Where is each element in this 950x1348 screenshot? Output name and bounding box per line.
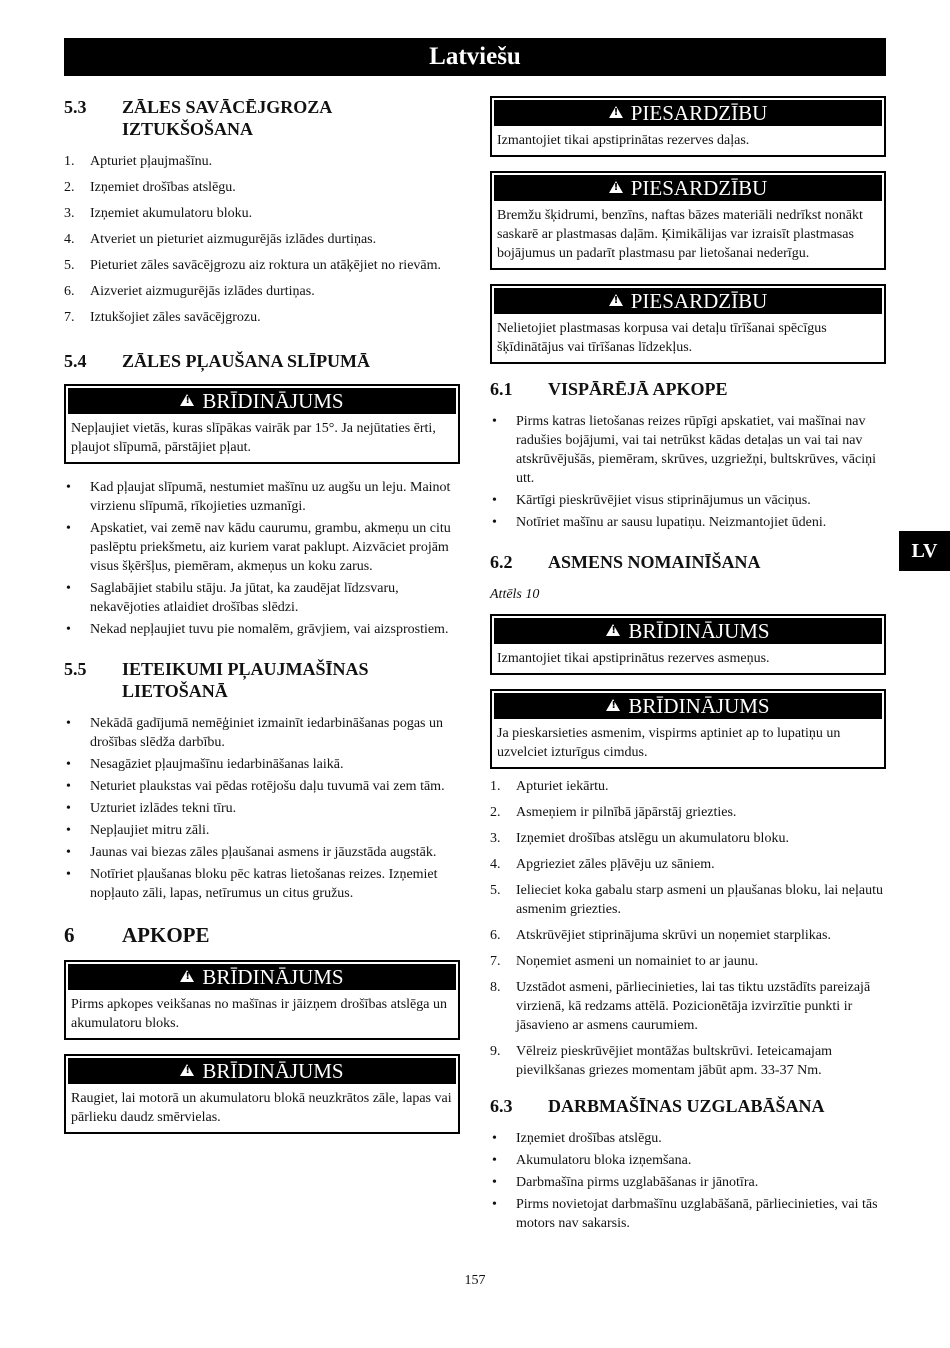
warning-box (490, 689, 886, 769)
list-item: • Uzturiet izlādes tekni tīru. (66, 801, 237, 816)
left-column (64, 96, 460, 1148)
list-item: • Jaunas vai biezas zāles pļaušanai asmens ir jāuzstāda augstāk. (66, 845, 437, 860)
warning-text: Ja pieskarsieties asmenim, vispirms aptiniet ap to lupatiņu un uzvelciet izturīgus cimdus. (497, 726, 841, 760)
right-column (490, 96, 886, 1236)
page-number: 157 (464, 1273, 486, 1288)
section-number: 6 (64, 923, 75, 947)
warning-text: Izmantojiet tikai apstiprinātus rezerves asmeņus. (497, 651, 770, 666)
section-number: 6.2 (490, 552, 513, 572)
list-item: • Nesagāziet pļaujmašīnu iedarbināšanas laikā. (66, 757, 344, 772)
section-5-5-bullets (64, 714, 460, 903)
warning-triangle-icon (606, 699, 620, 711)
section-6-1-bullets (490, 412, 886, 532)
list-item: • Nepļaujiet mitru zāli. (66, 823, 210, 838)
list-item: 6. Aizveriet aizmugurējās izlādes durtiņas. (64, 284, 315, 299)
warning-triangle-icon (609, 294, 623, 306)
list-item: 1. Apturiet iekārtu. (490, 779, 609, 794)
warning-box (64, 1054, 460, 1134)
list-item: 1. Apturiet pļaujmašīnu. (64, 154, 213, 169)
warning-triangle-icon (180, 970, 194, 982)
list-item: • Kad pļaujat slīpumā, nestumiet mašīnu uz augšu un leju. Mainot virzienu slīpumā, rīkojieties uzmanīgi. (66, 480, 451, 514)
section-title: ZĀLES SAVĀCĒJGROZA IZTUKŠOŠANA (122, 97, 332, 139)
list-item: • Saglabājiet stabilu stāju. Ja jūtat, ka zaudējat līdzsvaru, nekavējoties atlaidiet drošības slēdzi. (66, 581, 399, 615)
warning-header: !BRĪDINĀJUMS (494, 693, 882, 719)
caution-text: Izmantojiet tikai apstiprinātas rezerves daļas. (497, 133, 750, 148)
list-item: 4. Atveriet un pieturiet aizmugurējās izlādes durtiņas. (64, 232, 377, 247)
section-5-4-heading (64, 350, 460, 372)
section-6-2-steps (490, 777, 886, 1080)
list-item: • Neturiet plaukstas vai pēdas rotējošu daļu tuvumā vai zem tām. (66, 779, 445, 794)
caution-box (490, 171, 886, 270)
list-item: 2. Asmeņiem ir pilnībā jāpārstāj griezties. (490, 805, 737, 820)
list-item: 3. Izņemiet drošības atslēgu un akumulatoru bloku. (490, 831, 789, 846)
section-6-2-heading (490, 551, 886, 573)
list-item: • Nekādā gadījumā nemēģiniet izmainīt iedarbināšanas pogas un drošības slēdža darbību. (66, 716, 443, 750)
list-item: • Pirms novietojat darbmašīnu uzglabāšanā, pārliecinieties, vai tās motors nav sakarsis. (492, 1197, 878, 1231)
list-item: 9. Vēlreiz pieskrūvējiet montāžas bultskrūvi. Ieteicamajam pievilkšanas griezes momentam jābūt apm. 33-37 Nm. (490, 1044, 833, 1078)
list-item: 5. Ielieciet koka gabalu starp asmeni un pļaušanas bloku, lai neļautu asmenim griezties. (490, 883, 883, 917)
caution-header: !PIESARDZĪBU (494, 100, 882, 126)
caution-text: Nelietojiet plastmasas korpusa vai detaļu tīrīšanai spēcīgus šķīdinātājus vai tīrīšanas līdzekļus. (497, 321, 827, 355)
list-item: • Nekad nepļaujiet tuvu pie nomalēm, grāvjiem, vai aizsprostiem. (66, 622, 449, 637)
warning-triangle-icon (606, 624, 620, 636)
list-item: • Notīriet mašīnu ar sausu lupatiņu. Neizmantojiet ūdeni. (492, 515, 827, 530)
warning-triangle-icon (609, 181, 623, 193)
caution-header: !PIESARDZĪBU (494, 175, 882, 201)
list-item: 7. Noņemiet asmeni un nomainiet to ar jaunu. (490, 954, 759, 969)
list-item: • Notīriet pļaušanas bloku pēc katras lietošanas reizes. Izņemiet nopļauto zāli, lapas, netīrumus un citus gružus. (66, 867, 438, 901)
section-6-3-bullets (490, 1129, 886, 1233)
section-6-heading (64, 922, 460, 948)
caution-box (490, 96, 886, 157)
list-item: • Darbmašīna pirms uzglabāšanas ir jānotīra. (492, 1175, 759, 1190)
section-6-1-heading (490, 378, 886, 400)
list-item: 6. Atskrūvējiet stiprinājuma skrūvi un noņemiet starplikas. (490, 928, 831, 943)
section-title: ASMENS NOMAINĪŠANA (548, 552, 761, 572)
warning-triangle-icon (180, 394, 194, 406)
list-item: 3. Izņemiet akumulatoru bloku. (64, 206, 253, 221)
section-title: DARBMAŠĪNAS UZGLABĀŠANA (548, 1096, 825, 1116)
list-item: • Kārtīgi pieskrūvējiet visus stiprinājumus un vāciņus. (492, 493, 811, 508)
section-number: 6.1 (490, 379, 513, 399)
warning-header: !BRĪDINĀJUMS (68, 1058, 456, 1084)
list-item: • Akumulatoru bloka izņemšana. (492, 1153, 692, 1168)
caution-header: !PIESARDZĪBU (494, 288, 882, 314)
caution-text: Bremžu šķidrumi, benzīns, naftas bāzes materiāli nedrīkst nonākt saskarē ar plastmasas daļām. Ķimikālijas var izraisīt plastmasas bojājumus un padarīt plastmasu par lietošanai nederīgu. (497, 208, 863, 261)
warning-triangle-icon (180, 1064, 194, 1076)
warning-triangle-icon (609, 106, 623, 118)
section-5-3-heading (64, 96, 460, 140)
section-number: 5.4 (64, 351, 87, 371)
section-number: 6.3 (490, 1096, 513, 1116)
section-number: 5.3 (64, 97, 87, 117)
warning-text: Raugiet, lai motorā un akumulatoru blokā neuzkrātos zāle, lapas vai pārlieku daudz smērvielas. (71, 1091, 452, 1125)
section-title: IETEIKUMI PĻAUJMAŠĪNAS LIETOŠANĀ (122, 659, 369, 701)
warning-box (490, 614, 886, 675)
section-title: ZĀLES PĻAUŠANA SLĪPUMĀ (122, 351, 371, 371)
list-item: 8. Uzstādot asmeni, pārliecinieties, lai tas tiktu uzstādīts pareizajā virzienā, kā redzams attēlā. Pozicionētāja izvirzītie punkti ir jāsavieno ar asmens caurumiem. (490, 980, 871, 1033)
section-number: 5.5 (64, 659, 87, 679)
warning-header: !BRĪDINĀJUMS (494, 618, 882, 644)
section-6-3-heading (490, 1095, 886, 1117)
warning-text: Nepļaujiet vietās, kuras slīpākas vairāk par 15°. Ja nejūtaties ērti, pļaujot slīpumā, pārstājiet pļaut. (71, 421, 436, 455)
warning-box (64, 960, 460, 1040)
language-banner: Latviešu (64, 38, 886, 76)
section-5-4-bullets (64, 478, 460, 639)
list-item: • Izņemiet drošības atslēgu. (492, 1131, 662, 1146)
list-item: 4. Apgrieziet zāles pļāvēju uz sāniem. (490, 857, 715, 872)
language-side-tab: LV (899, 531, 950, 571)
list-item: 7. Iztukšojiet zāles savācējgrozu. (64, 310, 261, 325)
figure-reference: Attēls 10 (490, 587, 540, 602)
section-5-5-heading (64, 658, 460, 702)
warning-header: !BRĪDINĀJUMS (68, 388, 456, 414)
list-item: • Pirms katras lietošanas reizes rūpīgi apskatiet, vai mašīnai nav radušies bojājumi, vai tai netrūkst kādas detaļas un vai tai nav atskrūvējušās, piemēram, skrūves, uzgriežņi, bultskrūves, vāciņi utt. (492, 414, 877, 486)
caution-box (490, 284, 886, 364)
list-item: 2. Izņemiet drošības atslēgu. (64, 180, 236, 195)
warning-text: Pirms apkopes veikšanas no mašīnas ir jāizņem drošības atslēga un akumulatoru bloks. (71, 997, 447, 1031)
section-title: VISPĀRĒJĀ APKOPE (548, 379, 728, 399)
section-title: APKOPE (122, 923, 210, 947)
warning-box (64, 384, 460, 464)
warning-header: !BRĪDINĀJUMS (68, 964, 456, 990)
list-item: 5. Pieturiet zāles savācējgrozu aiz roktura un atāķējiet no rievām. (64, 258, 442, 273)
list-item: • Apskatiet, vai zemē nav kādu caurumu, grambu, akmeņu un citu paslēptu priekšmetu, aiz kuriem varat paklupt. Aizvāciet projām visus šķēršļus, piemēram, akmeņus un koku zarus. (66, 521, 451, 574)
section-5-3-steps (64, 152, 460, 327)
